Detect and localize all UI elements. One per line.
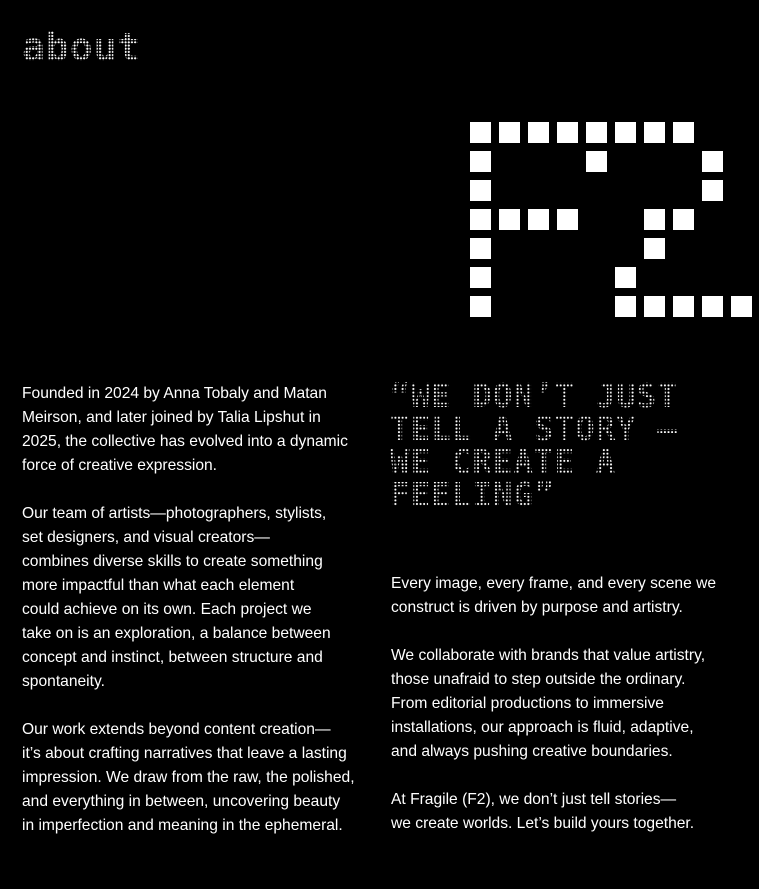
- logo-pixel: [470, 267, 491, 288]
- about-paragraph-founding: Founded in 2024 by Anna Tobaly and Matan Meirson, and later joined by Talia Lipshut in 2025, the collective has evolved into a dynamic force of creative expression.: [22, 385, 348, 474]
- logo-pixel: [470, 122, 491, 143]
- logo-pixel: [615, 296, 636, 317]
- logo-pixel: [586, 151, 607, 172]
- pull-quote: “WE DON’T JUST TELL A STORY – WE CREATE A FEELING”: [390, 380, 730, 512]
- logo-pixel: [644, 238, 665, 259]
- logo-pixel: [470, 238, 491, 259]
- logo-pixel: [470, 151, 491, 172]
- logo-pixel: [673, 296, 694, 317]
- logo-pixel: [528, 122, 549, 143]
- logo-pixel: [499, 122, 520, 143]
- logo-pixel: [586, 122, 607, 143]
- logo-pixel: [702, 151, 723, 172]
- logo-pixel: [528, 209, 549, 230]
- logo-pixel: [673, 122, 694, 143]
- about-paragraph-team: Our team of artists—photographers, stylists, set designers, and visual creators— combines diverse skills to create something more impactful than what each element could achieve on its own. Each project we take on is an exploration, a balance between concept and instinct, between structure and spontaneity.: [22, 505, 331, 690]
- logo-pixel: [644, 209, 665, 230]
- logo-pixel: [615, 122, 636, 143]
- logo-pixel: [644, 122, 665, 143]
- about-paragraph-closing: At Fragile (F2), we don’t just tell stories— we create worlds. Let’s build yours together.: [391, 791, 695, 832]
- logo-pixel: [615, 267, 636, 288]
- about-paragraph-collaboration: We collaborate with brands that value artistry, those unafraid to step outside the ordinary. From editorial productions to immersive installations, our approach is fluid, adaptive, and always pushing creative boundaries.: [391, 647, 706, 760]
- about-paragraph-purpose: Every image, every frame, and every scene we construct is driven by purpose and artistry.: [391, 575, 717, 616]
- logo-pixel: [644, 296, 665, 317]
- logo-pixel: [499, 209, 520, 230]
- page-title: about: [22, 25, 142, 69]
- logo-pixel: [557, 209, 578, 230]
- logo-pixel: [702, 296, 723, 317]
- logo-pixel: [470, 180, 491, 201]
- logo-pixel: [702, 180, 723, 201]
- logo-pixel: [731, 296, 752, 317]
- about-left-column: [22, 382, 372, 838]
- logo-pixel: [557, 122, 578, 143]
- logo-pixel: [470, 296, 491, 317]
- logo-pixel: [673, 209, 694, 230]
- about-right-column: [391, 572, 741, 836]
- logo-pixel: [470, 209, 491, 230]
- about-paragraph-work: Our work extends beyond content creation— it’s about crafting narratives that leave a lasting impression. We draw from the raw, the polished, and everything in between, uncovering beauty in imperfection and meaning in the ephemeral.: [22, 721, 355, 834]
